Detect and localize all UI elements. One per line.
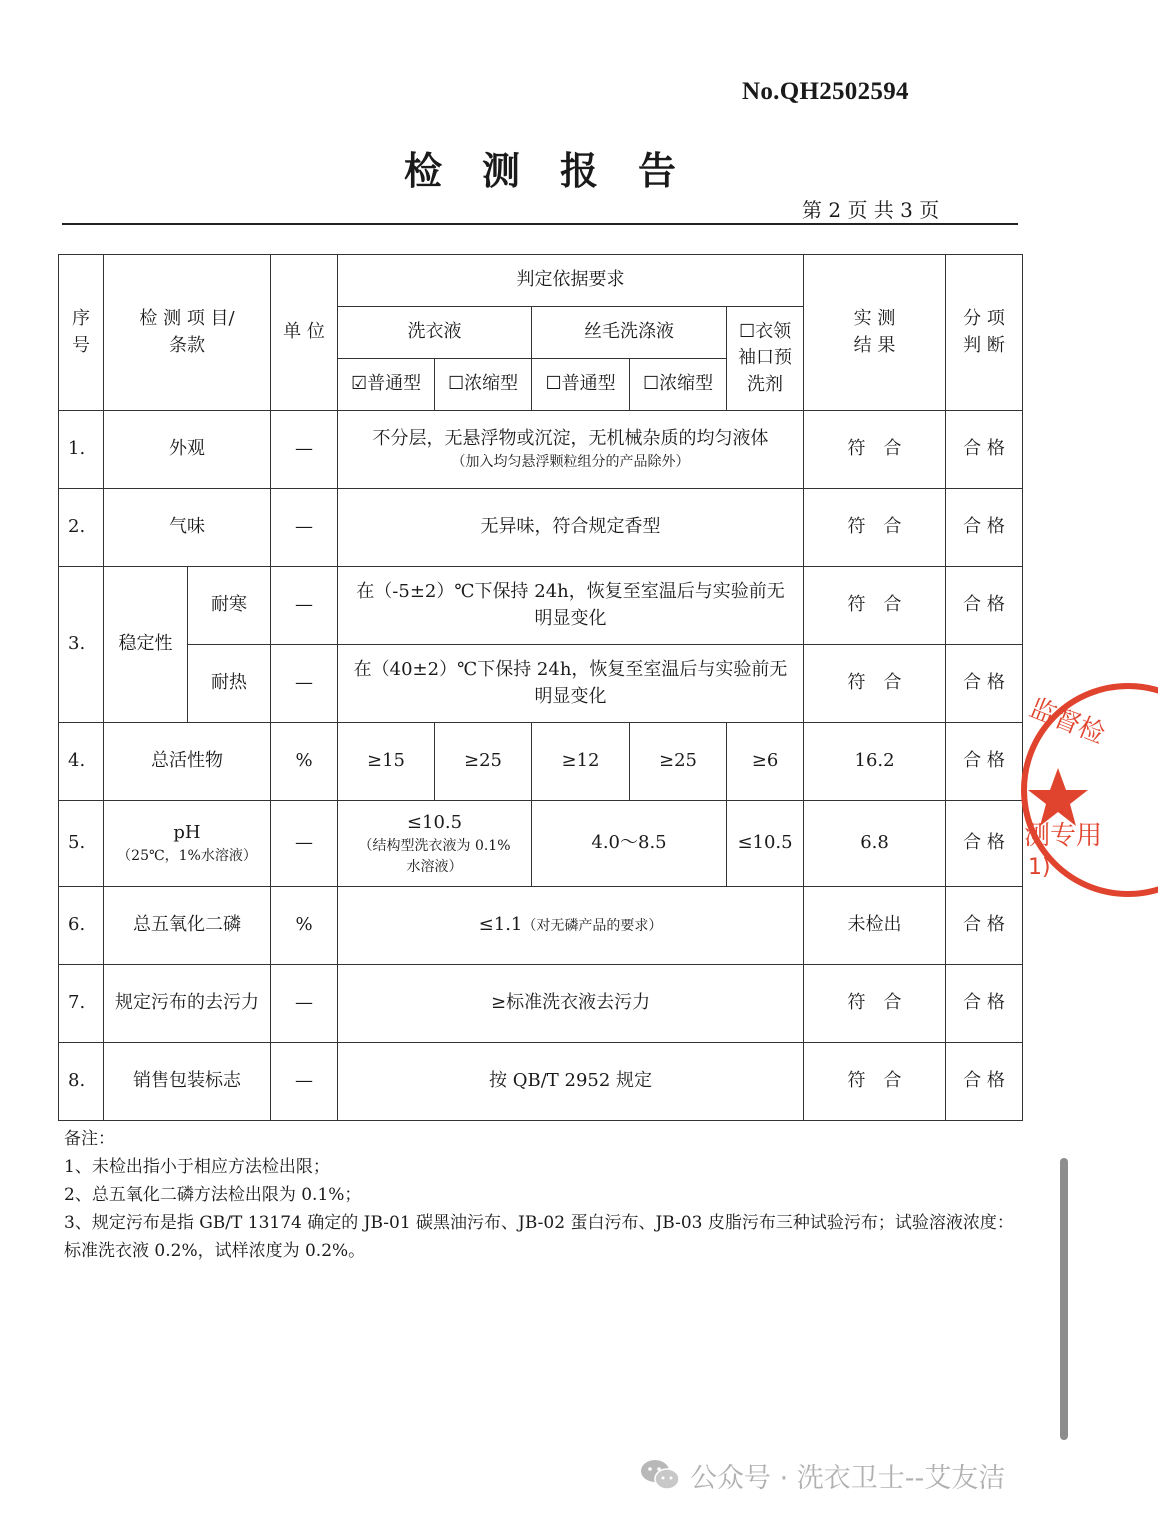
table-row: [59, 801, 1023, 887]
stamp-text-mid: 测专用: [1024, 821, 1103, 851]
row-number: 8.: [59, 1043, 104, 1121]
row-number: 3.: [59, 567, 104, 723]
row-result: 符 合: [804, 567, 946, 645]
row-requirement: 在（40±2）℃下保持 24h，恢复至室温后与实验前无明显变化: [338, 645, 804, 723]
stamp-text-bottom: 1): [1028, 855, 1051, 880]
row-result: 符 合: [804, 645, 946, 723]
item-text: pH: [173, 822, 201, 844]
row-unit: —: [271, 1043, 338, 1121]
row-item: 总活性物: [104, 723, 271, 801]
row-subitem: 耐热: [188, 645, 271, 723]
req-laundry-text: ≤10.5: [406, 812, 463, 834]
notes-section: [64, 1125, 1024, 1265]
inspection-stamp: [1018, 680, 1158, 900]
row-result: 符 合: [804, 489, 946, 567]
row-result: 6.8: [804, 801, 946, 887]
row-item: 总五氧化二磷: [104, 887, 271, 965]
note-item: 2、总五氧化二磷方法检出限为 0.1%；: [64, 1185, 362, 1205]
value-laundry-concentrated: ≥25: [435, 723, 532, 801]
wool-concentrated-type: ☐浓缩型: [630, 359, 727, 411]
note-item: 1、未检出指小于相应方法检出限；: [64, 1157, 330, 1177]
row-judgment: 合 格: [946, 965, 1023, 1043]
row-requirement: [338, 887, 804, 965]
page-title: 检测报告: [403, 149, 716, 193]
row-item: 气味: [104, 489, 271, 567]
page-count: 第 2 页 共 3 页: [802, 198, 940, 222]
row-judgment: 合 格: [946, 489, 1023, 567]
req-laundry-note: （结构型洗衣液为 0.1%水溶液）: [358, 838, 511, 875]
row-number: 2.: [59, 489, 104, 567]
report-number: No.QH2502594: [742, 78, 909, 105]
requirement-note: （对无磷产品的要求）: [522, 918, 663, 935]
row-number: 6.: [59, 887, 104, 965]
laundry-concentrated-type: ☐浓缩型: [435, 359, 532, 411]
value-laundry-normal: ≥15: [338, 723, 435, 801]
row-judgment: 合 格: [946, 411, 1023, 489]
row-item: 稳定性: [104, 567, 188, 723]
requirement-text: 不分层，无悬浮物或沉淀，无机械杂质的均匀液体: [372, 428, 769, 450]
row-number: 7.: [59, 965, 104, 1043]
watermark: [640, 1455, 1005, 1495]
row-requirement: ≥标准洗衣液去污力: [338, 965, 804, 1043]
requirement-text: ≤1.1: [478, 914, 523, 936]
table-row: [59, 567, 1023, 645]
col-result-header: 实 测 结 果: [804, 255, 946, 411]
wechat-icon: [640, 1458, 680, 1492]
row-judgment: 合 格: [946, 567, 1023, 645]
row-number: 1.: [59, 411, 104, 489]
row-item: 规定污布的去污力: [104, 965, 271, 1043]
item-note: （25℃，1%水溶液）: [117, 848, 257, 865]
laundry-header: 洗衣液: [338, 307, 532, 359]
col-seq-header: 序号: [59, 255, 104, 411]
row-unit: —: [271, 801, 338, 887]
value-collar: ≥6: [727, 723, 804, 801]
collar-header: ☐衣领袖口预洗剂: [727, 307, 804, 411]
stamp-text-top: 监督检: [1025, 692, 1109, 751]
row-number: 4.: [59, 723, 104, 801]
col-item-header: 检 测 项 目/条款: [104, 255, 271, 411]
row-unit: —: [271, 965, 338, 1043]
col-judgment-header: 分 项 判 断: [946, 255, 1023, 411]
row-requirement: [338, 411, 804, 489]
table-row: [59, 723, 1023, 801]
row-requirement: 按 QB/T 2952 规定: [338, 1043, 804, 1121]
req-collar: ≤10.5: [727, 801, 804, 887]
row-subitem: 耐寒: [188, 567, 271, 645]
row-result: 未检出: [804, 887, 946, 965]
row-unit: —: [271, 567, 338, 645]
row-item: 销售包装标志: [104, 1043, 271, 1121]
table-row: [59, 887, 1023, 965]
title-divider: [62, 223, 1018, 225]
requirement-note: （加入均匀悬浮颗粒组分的产品除外）: [451, 454, 690, 471]
row-unit: %: [271, 723, 338, 801]
wool-normal-type: ☐普通型: [532, 359, 630, 411]
stamp-star-icon: [1028, 768, 1088, 826]
row-judgment: 合 格: [946, 645, 1023, 723]
table-row: [59, 965, 1023, 1043]
header-row: [59, 255, 1023, 307]
row-result: 符 合: [804, 965, 946, 1043]
table-row: [59, 411, 1023, 489]
scrollbar[interactable]: [1060, 1158, 1068, 1440]
req-wool: 4.0～8.5: [532, 801, 727, 887]
table-row: [59, 1043, 1023, 1121]
value-wool-normal: ≥12: [532, 723, 630, 801]
row-unit: —: [271, 411, 338, 489]
notes-title: 备注：: [64, 1129, 115, 1149]
col-basis-header: 判定依据要求: [338, 255, 804, 307]
row-judgment: 合 格: [946, 801, 1023, 887]
col-unit-header: 单 位: [271, 255, 338, 411]
value-wool-concentrated: ≥25: [630, 723, 727, 801]
row-judgment: 合 格: [946, 723, 1023, 801]
laundry-normal-type: ☑普通型: [338, 359, 435, 411]
row-result: 16.2: [804, 723, 946, 801]
row-unit: —: [271, 489, 338, 567]
row-result: 符 合: [804, 1043, 946, 1121]
wool-header: 丝毛洗涤液: [532, 307, 727, 359]
req-laundry: [338, 801, 532, 887]
row-item: [104, 801, 271, 887]
row-judgment: 合 格: [946, 1043, 1023, 1121]
watermark-text: 公众号 · 洗衣卫士--艾友洁: [690, 1462, 1006, 1494]
row-requirement: 无异味，符合规定香型: [338, 489, 804, 567]
table-row: [59, 489, 1023, 567]
report-table: [58, 254, 1023, 1121]
note-item: 3、规定污布是指 GB/T 13174 确定的 JB-01 碳黑油污布、JB-02 蛋白污布、JB-03 皮脂污布三种试验污布；试验溶液浓度：标准洗衣液 0.2%，试样浓度为 0.2%。: [64, 1213, 1014, 1261]
row-unit: —: [271, 645, 338, 723]
row-number: 5.: [59, 801, 104, 887]
table-row: [59, 645, 1023, 723]
row-unit: %: [271, 887, 338, 965]
row-item: 外观: [104, 411, 271, 489]
row-requirement: 在（-5±2）℃下保持 24h，恢复至室温后与实验前无明显变化: [338, 567, 804, 645]
row-judgment: 合 格: [946, 887, 1023, 965]
row-result: 符 合: [804, 411, 946, 489]
